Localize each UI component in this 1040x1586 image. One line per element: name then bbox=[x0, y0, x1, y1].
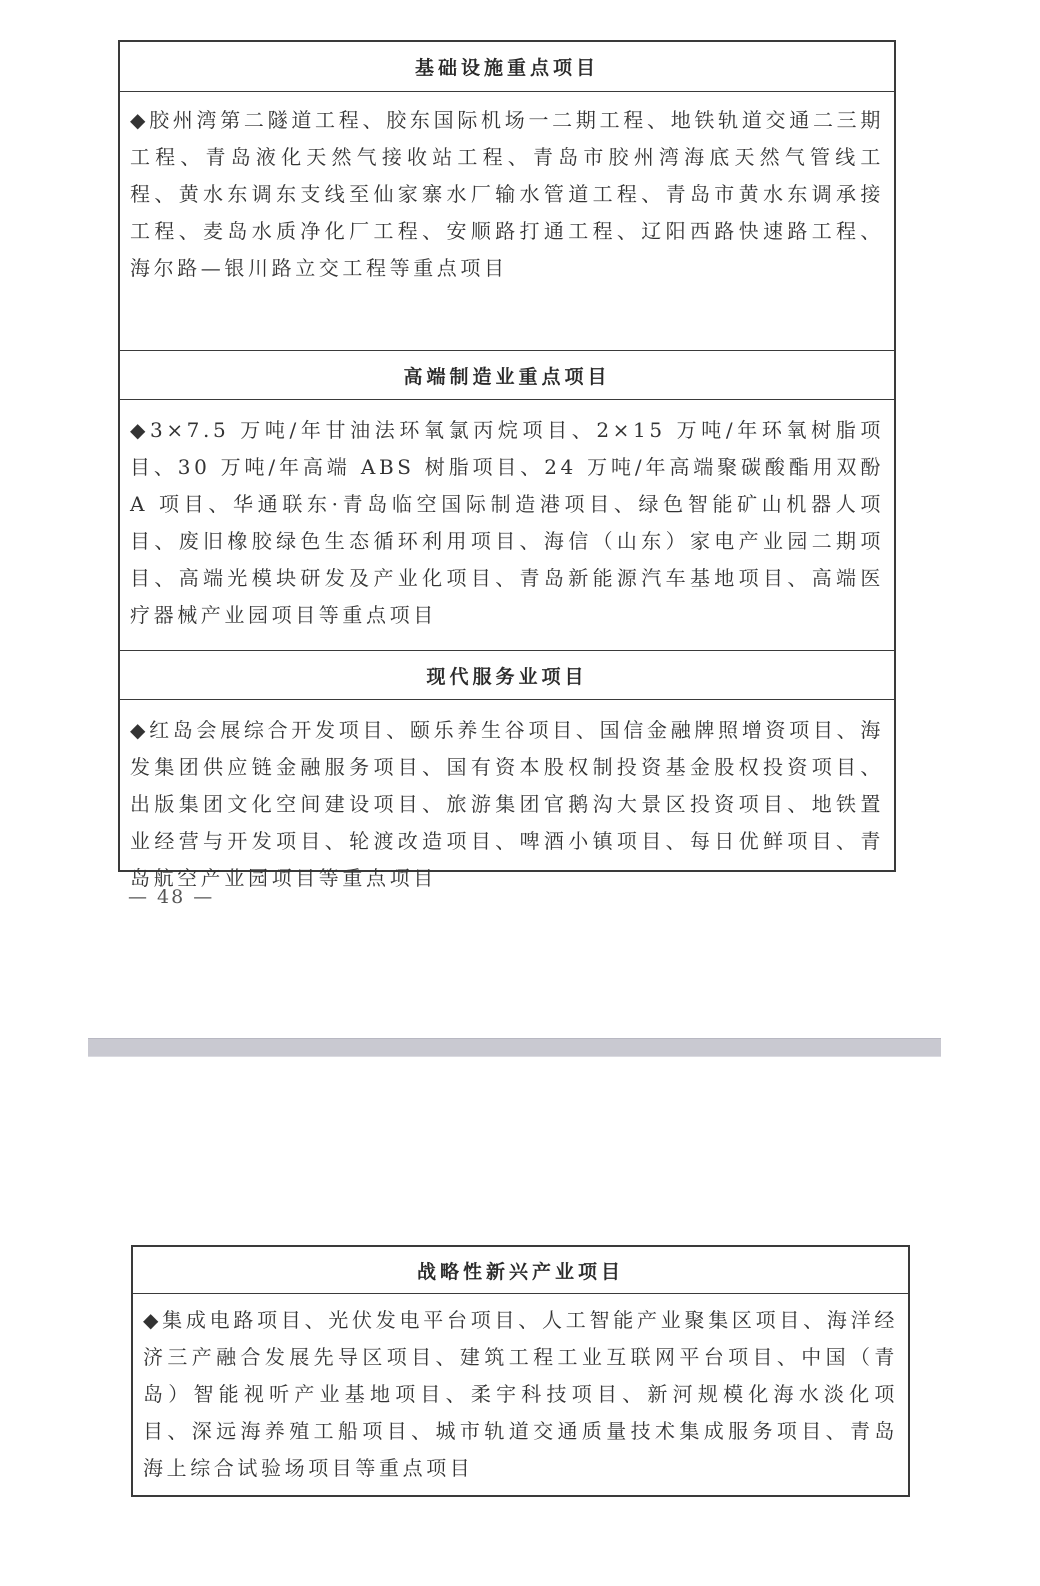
section-title-high-end-manufacturing: 高端制造业重点项目 bbox=[120, 350, 894, 400]
page-separator bbox=[88, 1038, 941, 1057]
section-title-strategic-emerging: 战略性新兴产业项目 bbox=[133, 1247, 908, 1294]
project-table-page-49 bbox=[131, 1245, 910, 1497]
project-table-page-48 bbox=[118, 40, 896, 890]
section-body-high-end-manufacturing: ◆3×7.5 万吨/年甘油法环氧氯丙烷项目、2×15 万吨/年环氧树脂项目、30 万吨/年高端 ABS 树脂项目、24 万吨/年高端聚碳酸酯用双酚 A 项目、华通联东·青岛临空国际制造港项目、绿色智能矿山机器人项目、废旧橡胶绿色生态循环利用项目、海信（山东）家电产业园二期项目、高端光模块研发及产业化项目、青岛新能源汽车基地项目、高端医疗器械产业园项目等重点项目 bbox=[130, 418, 884, 627]
section-body-infrastructure: ◆胶州湾第二隧道工程、胶东国际机场一二期工程、地铁轨道交通二三期工程、青岛液化天然气接收站工程、青岛市胶州湾海底天然气管线工程、黄水东调东支线至仙家寨水厂输水管道工程、青岛市黄水东调承接工程、麦岛水质净化厂工程、安顺路打通工程、辽阳西路快速路工程、海尔路—银川路立交工程等重点项目 bbox=[130, 108, 884, 280]
section-title-modern-services: 现代服务业项目 bbox=[120, 650, 894, 700]
section-body-modern-services: ◆红岛会展综合开发项目、颐乐养生谷项目、国信金融牌照增资项目、海发集团供应链金融服务项目、国有资本股权制投资基金股权投资项目、出版集团文化空间建设项目、旅游集团官鹅沟大景区投资项目、地铁置业经营与开发项目、轮渡改造项目、啤酒小镇项目、每日优鲜项目、青岛航空产业园项目等重点项目 bbox=[130, 718, 884, 890]
page-number: — 48 — bbox=[128, 886, 215, 908]
section-title-infrastructure: 基础设施重点项目 bbox=[120, 42, 894, 92]
section-body-strategic-emerging: ◆集成电路项目、光伏发电平台项目、人工智能产业聚集区项目、海洋经济三产融合发展先导区项目、建筑工程工业互联网平台项目、中国（青岛）智能视听产业基地项目、柔宇科技项目、新河规模化海水淡化项目、深远海养殖工船项目、城市轨道交通质量技术集成服务项目、青岛海上综合试验场项目等重点项目 bbox=[143, 1308, 898, 1480]
